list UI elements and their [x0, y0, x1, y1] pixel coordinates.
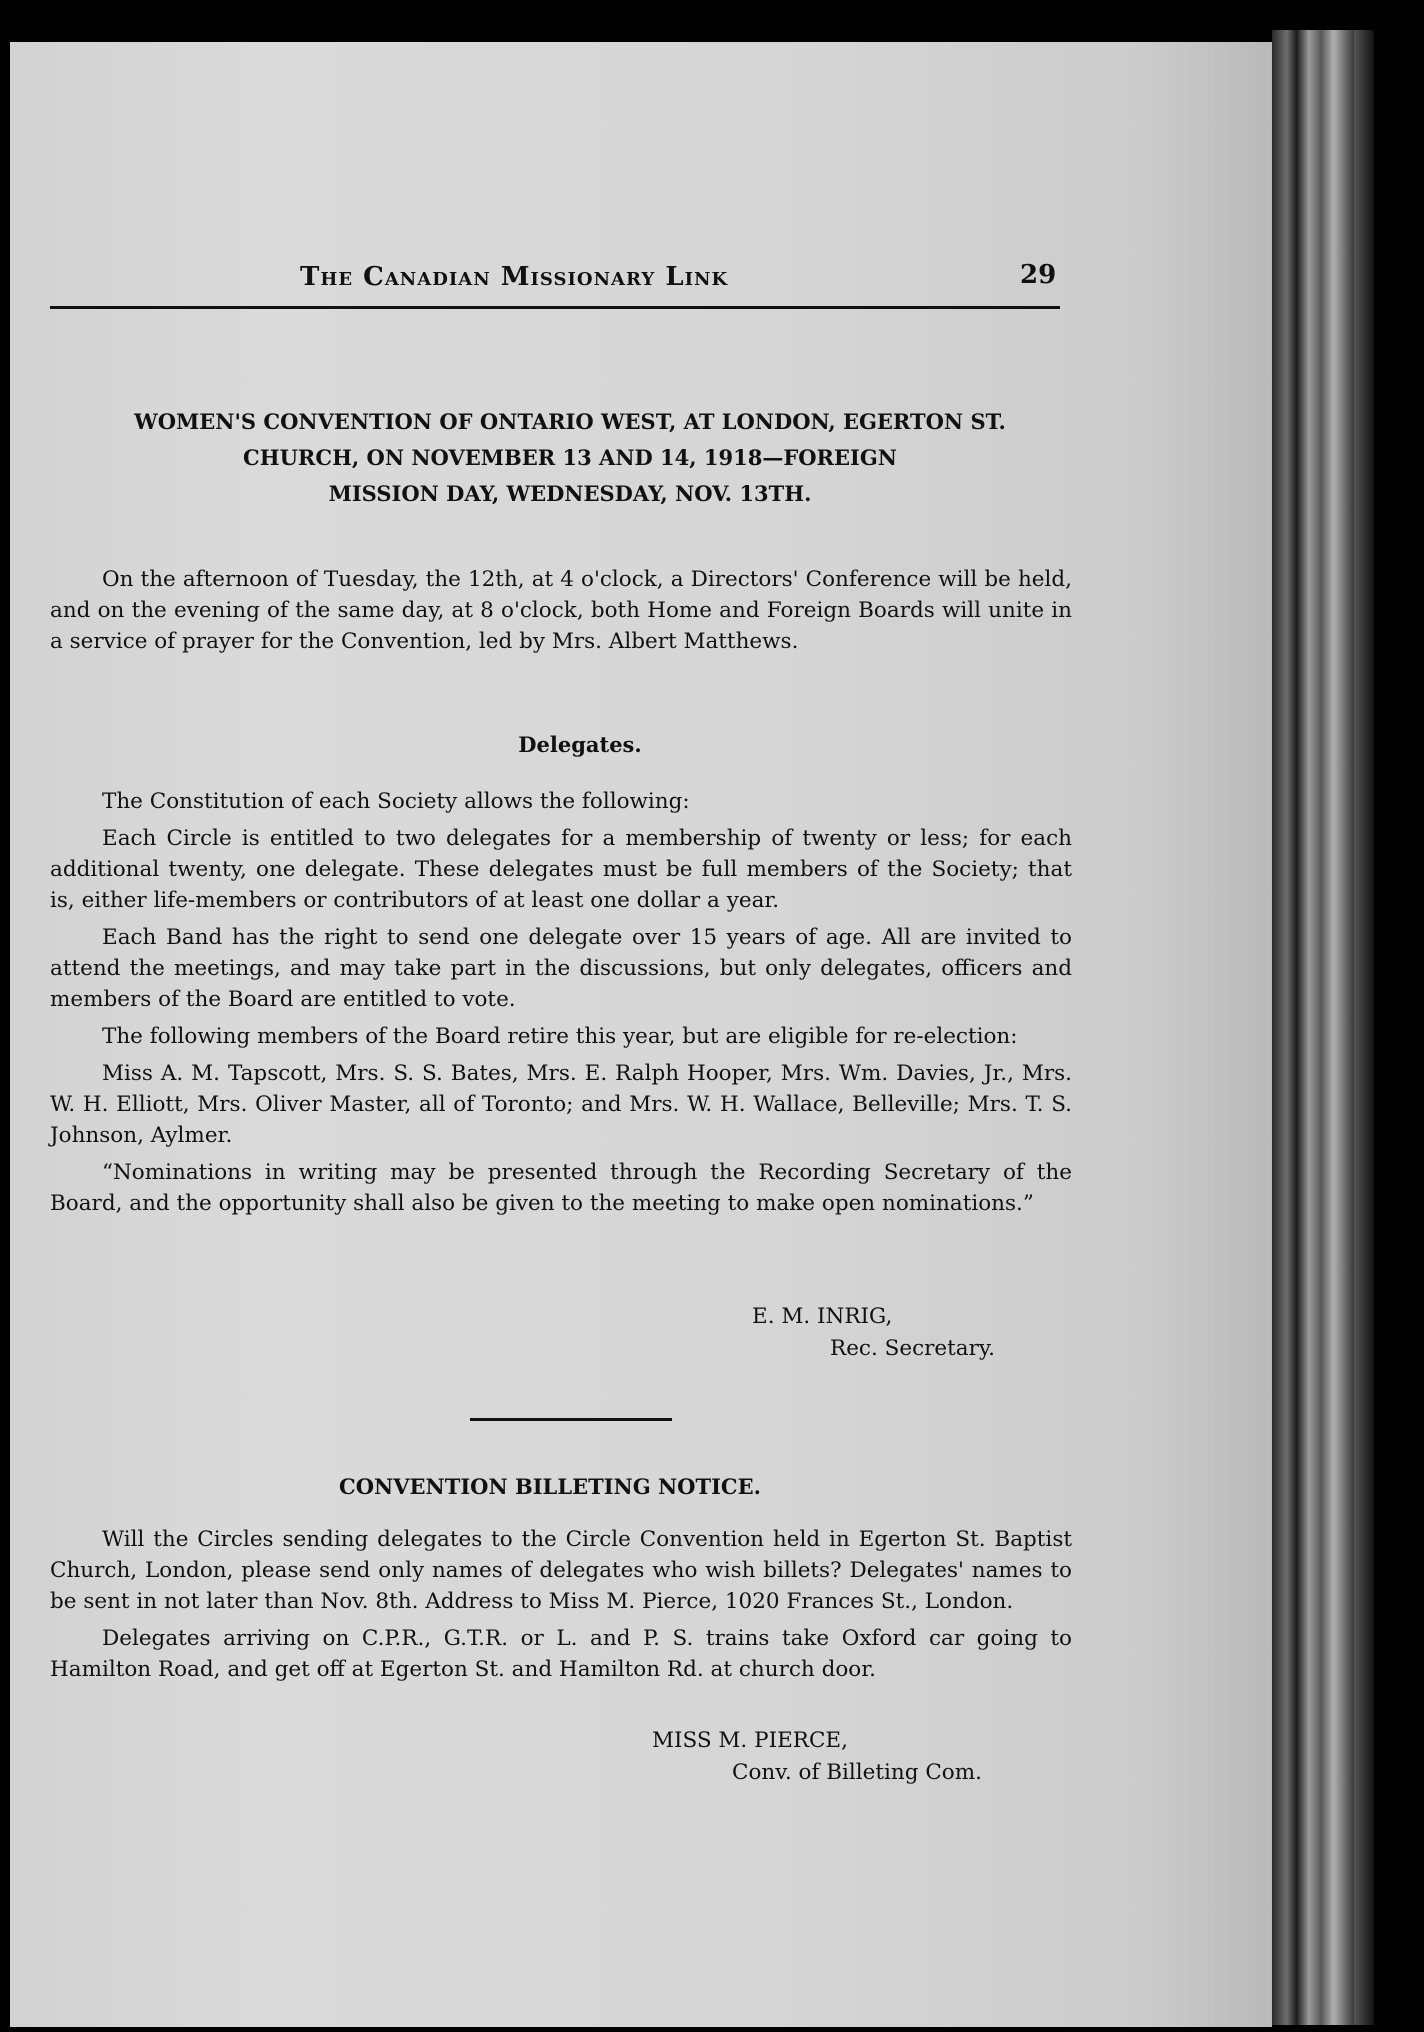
billeting-paragraph: Will the Circles sending delegates to the Circle Convention held in Egerton St. Baptist Church, London, please send only names of delegates who wish billets? Delegates' names to be sent in not later than Nov. 8th. Address to Miss M. Pierce, 1020 Frances St., London.	[50, 1527, 1072, 1614]
signature-title-2: Conv. of Billeting Com.	[732, 1760, 982, 1785]
billeting-section	[50, 1524, 1072, 1691]
article-title	[50, 404, 1090, 512]
delegates-heading: Delegates.	[518, 732, 642, 757]
document-page	[10, 42, 1272, 2027]
section-divider	[470, 1418, 672, 1421]
header-rule	[50, 306, 1060, 309]
delegates-paragraph: Miss A. M. Tapscott, Mrs. S. S. Bates, Mrs. E. Ralph Hooper, Mrs. Wm. Davies, Jr., Mrs. W. H. Elliott, Mrs. Oliver Master, all of Toronto; and Mrs. W. H. Wallace, Belleville; Mrs. T. S. Johnson, Aylmer.	[50, 1061, 1072, 1148]
signature-name-1: E. M. INRIG,	[752, 1304, 893, 1329]
delegates-paragraph: The Constitution of each Society allows the following:	[102, 789, 690, 814]
page-number: 29	[1020, 260, 1057, 290]
delegates-paragraph: Each Band has the right to send one delegate over 15 years of age. All are invited to attend the meetings, and may take part in the discussions, but only delegates, officers and members of the Board are entitled to vote.	[50, 925, 1072, 1012]
intro-section	[50, 564, 1072, 663]
signature-title-1: Rec. Secretary.	[830, 1336, 995, 1361]
billeting-heading: CONVENTION BILLETING NOTICE.	[339, 1474, 761, 1499]
delegates-paragraph: The following members of the Board retire this year, but are eligible for re-election:	[102, 1024, 1018, 1049]
billeting-paragraph: Delegates arriving on C.P.R., G.T.R. or L. and P. S. trains take Oxford car going to Hamilton Road, and get off at Egerton St. and Hamilton Rd. at church door.	[50, 1626, 1072, 1682]
delegates-paragraph: Each Circle is entitled to two delegates for a membership of twenty or less; for each additional twenty, one delegate. These delegates must be full members of the Society; that is, either life-members or contributors of at least one dollar a year.	[50, 826, 1072, 913]
book-spine-edge	[1354, 30, 1374, 2025]
signature-name-2: MISS M. PIERCE,	[652, 1728, 848, 1753]
delegates-section	[50, 786, 1072, 1225]
title-line-2: CHURCH, ON NOVEMBER 13 AND 14, 1918—FOREIGN	[243, 445, 897, 470]
running-head: The Canadian Missionary Link	[300, 262, 729, 292]
title-line-1: WOMEN'S CONVENTION OF ONTARIO WEST, AT LONDON, EGERTON ST.	[134, 409, 1006, 434]
title-line-3: MISSION DAY, WEDNESDAY, NOV. 13TH.	[328, 481, 812, 506]
delegates-paragraph: “Nominations in writing may be presented through the Recording Secretary of the Board, and the opportunity shall also be given to the meeting to make open nominations.”	[50, 1160, 1072, 1216]
intro-paragraph: On the afternoon of Tuesday, the 12th, at 4 o'clock, a Directors' Conference will be held, and on the evening of the same day, at 8 o'clock, both Home and Foreign Boards will unite in a service of prayer for the Convention, led by Mrs. Albert Matthews.	[50, 567, 1072, 654]
book-spine	[1272, 30, 1354, 2025]
